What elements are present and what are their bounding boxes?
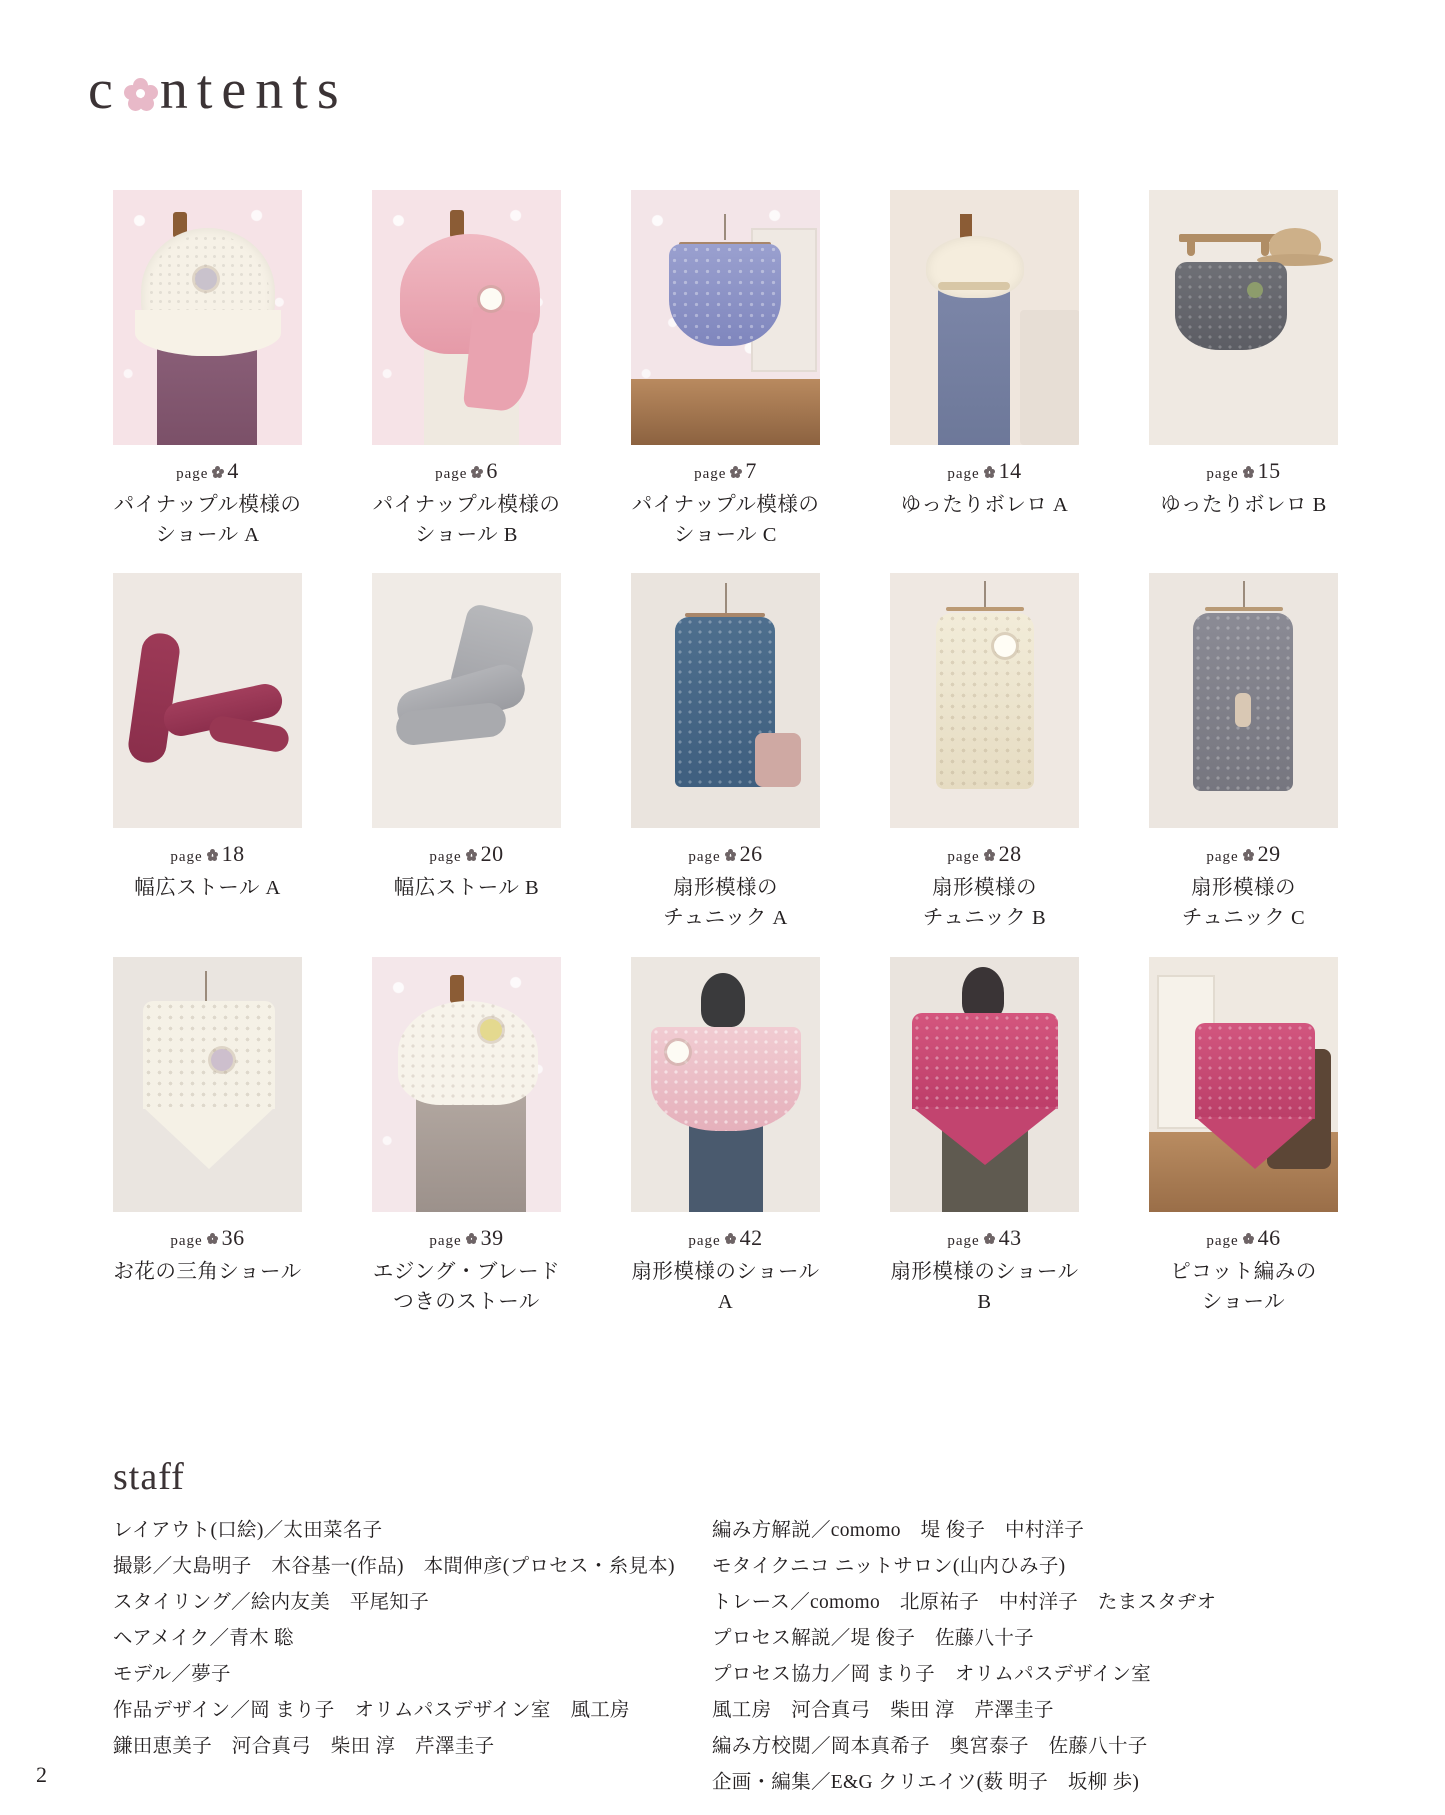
page-word: page	[694, 466, 727, 482]
item-caption	[372, 491, 561, 550]
contents-item[interactable]	[631, 573, 820, 933]
flower-dot-icon	[984, 849, 995, 860]
staff-heading: staff	[113, 1456, 185, 1498]
item-thumbnail-stole-b[interactable]	[372, 573, 561, 828]
contents-row	[113, 957, 1339, 1317]
item-caption	[113, 491, 302, 550]
item-page-label	[372, 1225, 561, 1251]
staff-line: 鎌田恵美子 河合真弓 柴田 淳 芹澤圭子	[113, 1736, 495, 1758]
contents-item[interactable]	[631, 190, 820, 550]
page-word: page	[947, 849, 980, 866]
flower-dot-icon	[207, 1233, 218, 1244]
flower-dot-icon	[1243, 466, 1254, 477]
page-word: page	[1206, 849, 1239, 866]
caption-line-2: A	[717, 1290, 734, 1313]
item-thumbnail-picot-shawl[interactable]	[1149, 957, 1338, 1212]
flower-icon	[124, 78, 158, 112]
caption-line-1: パイナップル模様の	[372, 494, 561, 516]
page-number: 4	[227, 458, 239, 483]
caption-line-1: お花の三角ショール	[113, 1260, 302, 1283]
staff-line: 撮影／大島明子 木谷基一(作品) 本間伸彦(プロセス・糸見本)	[113, 1556, 675, 1578]
item-thumbnail-tunic-c[interactable]	[1149, 573, 1338, 828]
contents-item[interactable]	[113, 957, 302, 1317]
caption-line-2: チュニック A	[663, 907, 788, 930]
item-thumbnail-fan-shawl-b[interactable]	[890, 957, 1079, 1212]
item-caption	[631, 1258, 820, 1317]
item-page-label	[890, 458, 1079, 484]
staff-line: プロセス解説／堤 俊子 佐藤八十子	[712, 1628, 1034, 1650]
caption-line-1: 扇形模様のショール	[631, 1260, 820, 1283]
page-word: page	[429, 1232, 462, 1249]
page-number: 7	[745, 458, 757, 483]
contents-item[interactable]	[1149, 957, 1338, 1317]
staff-line: 企画・編集／E&G クリエイツ(薮 明子 坂柳 歩)	[712, 1772, 1140, 1794]
caption-line-2: ショール B	[415, 523, 518, 546]
item-caption	[631, 491, 820, 550]
item-page-label	[1149, 1225, 1338, 1251]
caption-line-2: ショール	[1201, 1290, 1286, 1313]
item-thumbnail-tunic-b[interactable]	[890, 573, 1079, 828]
contents-row	[113, 573, 1339, 933]
item-page-label	[372, 458, 561, 484]
page-number: 26	[739, 841, 763, 867]
caption-line-1: ゆったりボレロ A	[900, 494, 1069, 516]
flower-dot-icon	[207, 849, 218, 860]
caption-line-1: ピコット編みの	[1170, 1260, 1317, 1283]
item-caption	[113, 874, 302, 904]
contents-item[interactable]	[631, 957, 820, 1317]
page-number: 36	[221, 1224, 245, 1250]
caption-line-2: ショール A	[155, 523, 260, 546]
contents-item[interactable]	[890, 573, 1079, 933]
flower-dot-icon	[471, 466, 482, 477]
item-caption	[113, 1258, 302, 1288]
page-word: page	[170, 849, 203, 866]
contents-item[interactable]	[372, 957, 561, 1317]
item-page-label	[113, 1225, 302, 1251]
item-thumbnail-shawl-b[interactable]	[372, 190, 561, 445]
item-caption	[1149, 491, 1338, 521]
page-number: 18	[221, 841, 245, 867]
page-number: 29	[1257, 841, 1281, 867]
flower-dot-icon	[466, 1233, 477, 1244]
page-word: page	[688, 1232, 721, 1249]
item-caption	[372, 874, 561, 904]
page-number: 43	[998, 1224, 1022, 1250]
page-number: 46	[1257, 1224, 1281, 1250]
contents-row	[113, 190, 1339, 550]
staff-line: モデル／夢子	[113, 1664, 231, 1686]
item-page-label	[890, 1225, 1079, 1251]
caption-line-2: B	[977, 1290, 992, 1313]
page-title	[88, 58, 348, 122]
page-number: 14	[998, 458, 1022, 483]
flower-dot-icon	[1243, 849, 1254, 860]
flower-dot-icon	[466, 849, 477, 860]
caption-line-2: ショール C	[674, 523, 777, 546]
staff-line: ヘアメイク／青木 聡	[113, 1628, 294, 1650]
item-thumbnail-edging-braid-stole[interactable]	[372, 957, 561, 1212]
flower-dot-icon	[730, 466, 741, 477]
contents-item[interactable]	[113, 190, 302, 550]
item-caption	[1149, 1258, 1338, 1317]
item-page-label	[631, 458, 820, 484]
caption-line-1: 扇形模様のショール	[890, 1260, 1079, 1283]
item-page-label	[631, 841, 820, 867]
caption-line-1: 扇形模様の	[1191, 877, 1296, 900]
contents-grid	[113, 190, 1339, 1340]
caption-line-1: 幅広ストール A	[134, 877, 281, 900]
item-caption	[890, 491, 1079, 521]
flower-dot-icon	[1243, 1233, 1254, 1244]
page-word: page	[176, 466, 209, 482]
staff-line: トレース／comomo 北原祐子 中村洋子 たまスタヂオ	[712, 1592, 1217, 1614]
staff-line: 風工房 河合真弓 柴田 淳 芹澤圭子	[712, 1700, 1054, 1722]
contents-item[interactable]	[372, 573, 561, 933]
page-word: page	[1206, 1232, 1239, 1249]
staff-line: モタイクニコ ニットサロン(山内ひみ子)	[712, 1556, 1066, 1578]
item-thumbnail-bolero-b[interactable]	[1149, 190, 1338, 445]
page-word: page	[1206, 466, 1239, 482]
contents-item[interactable]	[890, 190, 1079, 550]
staff-line: プロセス協力／岡 まり子 オリムパスデザイン室	[712, 1664, 1152, 1686]
page-word: page	[688, 849, 721, 866]
page-word: page	[947, 466, 980, 482]
page-number: 20	[480, 841, 504, 867]
item-page-label	[113, 458, 302, 484]
item-caption	[890, 874, 1079, 933]
item-caption	[631, 874, 820, 933]
page-number: 42	[739, 1224, 763, 1250]
item-caption	[1149, 874, 1338, 933]
item-page-label	[631, 1225, 820, 1251]
staff-line: 作品デザイン／岡 まり子 オリムパスデザイン室 風工房	[113, 1700, 630, 1722]
caption-line-1: 扇形模様の	[932, 877, 1037, 900]
staff-line: 編み方校閲／岡本真希子 奥宮泰子 佐藤八十子	[712, 1736, 1148, 1758]
page-word: page	[170, 1232, 203, 1249]
staff-line: 編み方解説／comomo 堤 俊子 中村洋子	[712, 1520, 1085, 1541]
caption-line-2: チュニック C	[1181, 907, 1306, 930]
flower-dot-icon	[725, 1233, 736, 1244]
page-number: 28	[998, 841, 1022, 867]
page-number: 39	[480, 1224, 504, 1250]
flower-dot-icon	[212, 466, 223, 477]
staff-list-left	[113, 1513, 675, 1765]
item-thumbnail-stole-a[interactable]	[113, 573, 302, 828]
staff-list-right	[712, 1513, 1216, 1802]
contents-item[interactable]	[1149, 190, 1338, 550]
caption-line-2: チュニック B	[922, 907, 1047, 930]
page-number: 6	[486, 458, 498, 483]
caption-line-1: パイナップル模様の	[113, 494, 302, 516]
item-page-label	[1149, 458, 1338, 484]
item-thumbnail-fan-shawl-a[interactable]	[631, 957, 820, 1212]
item-thumbnail-bolero-a[interactable]	[890, 190, 1079, 445]
contents-item[interactable]	[113, 573, 302, 933]
page-word: page	[429, 849, 462, 866]
item-page-label	[113, 841, 302, 867]
contents-item[interactable]	[890, 957, 1079, 1317]
staff-line: レイアウト(口絵)／太田菜名子	[113, 1520, 383, 1541]
caption-line-1: エジング・ブレード	[372, 1260, 561, 1283]
item-thumbnail-flower-triangle-shawl[interactable]	[113, 957, 302, 1212]
contents-item[interactable]	[1149, 573, 1338, 933]
caption-line-1: 幅広ストール B	[393, 877, 540, 900]
item-caption	[890, 1258, 1079, 1317]
flower-dot-icon	[984, 466, 995, 477]
flower-dot-icon	[725, 849, 736, 860]
page-word: page	[947, 1232, 980, 1249]
item-page-label	[372, 841, 561, 867]
item-thumbnail-shawl-c[interactable]	[631, 190, 820, 445]
contents-item[interactable]	[372, 190, 561, 550]
flower-dot-icon	[984, 1233, 995, 1244]
title-letter-c: c	[88, 59, 122, 121]
caption-line-2: つきのストール	[393, 1290, 540, 1313]
caption-line-1: パイナップル模様の	[631, 494, 820, 516]
page-number: 15	[1257, 458, 1281, 483]
page-word: page	[435, 466, 468, 482]
item-page-label	[1149, 841, 1338, 867]
title-letters-ntents: ntents	[159, 59, 348, 121]
item-thumbnail-tunic-a[interactable]	[631, 573, 820, 828]
caption-line-1: ゆったりボレロ B	[1160, 494, 1327, 516]
item-caption	[372, 1258, 561, 1317]
item-thumbnail-shawl-a[interactable]	[113, 190, 302, 445]
staff-line: スタイリング／絵内友美 平尾知子	[113, 1592, 430, 1614]
item-page-label	[890, 841, 1079, 867]
caption-line-1: 扇形模様の	[673, 877, 778, 900]
page-folio-number: 2	[36, 1762, 47, 1787]
